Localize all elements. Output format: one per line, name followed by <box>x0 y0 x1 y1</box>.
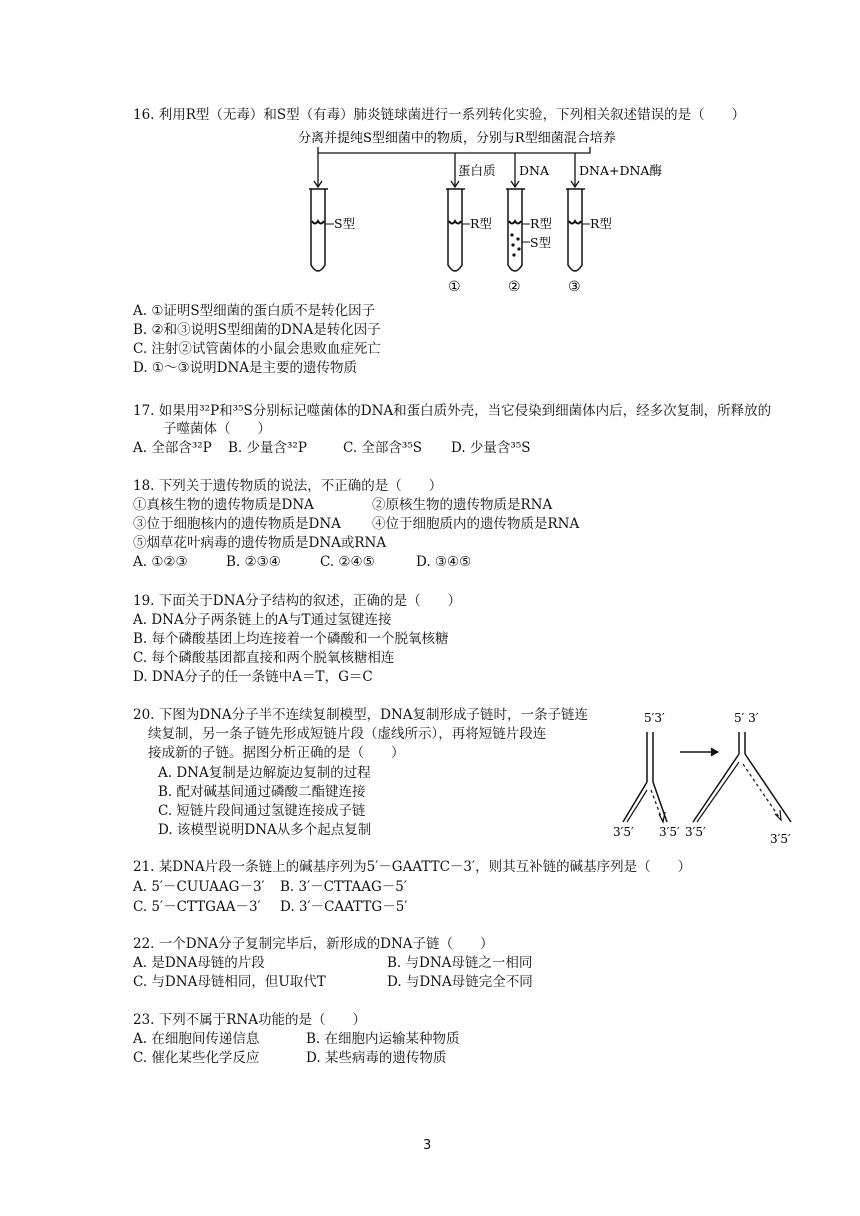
question-21-stem: 21. 某DNA片段一条链上的碱基序列为5′－GAATTC－3′，则其互补链的碱基序列是（ ） <box>133 859 692 875</box>
tube-2 <box>506 189 552 271</box>
tube-s-type <box>309 189 355 271</box>
tube-label-s: S型 <box>334 216 356 231</box>
q19-option-c: C. 每个磷酸基团都直接和两个脱氧核糖相连 <box>133 650 395 666</box>
q18-statement-3: ③位于细胞核内的遗传物质是DNA <box>133 516 341 532</box>
q16-option-a: A. ①证明S型细菌的蛋白质不是转化因子 <box>133 303 376 319</box>
tube-label-s-2: S型 <box>530 235 552 250</box>
q19-option-d: D. DNA分子的任一条链中A＝T，G＝C <box>133 669 373 685</box>
tube-label-r-1: R型 <box>470 216 492 231</box>
q19-option-b: B. 每个磷酸基团上均连接着一个磷酸和一个脱氧核糖 <box>133 631 449 647</box>
q19-option-a: A. DNA分子两条链上的A与T通过氢键连接 <box>133 612 392 628</box>
q23-option-a: A. 在细胞间传递信息 <box>133 1031 260 1047</box>
fig-left-bottom-1: 3′5′ <box>613 825 634 839</box>
q22-option-a: A. 是DNA母链的片段 <box>133 955 265 971</box>
q18-statement-1: ①真核生物的遗传物质是DNA <box>133 497 314 513</box>
branch-label-dna: DNA <box>519 163 549 178</box>
q18-statement-4: ④位于细胞质内的遗传物质是RNA <box>372 516 580 532</box>
fig-right-bottom-2: 3′5′ <box>770 832 791 846</box>
transformation-experiment-figure <box>290 125 662 295</box>
q18-option-b: B. ②③④ <box>226 554 281 570</box>
q21-option-d: D. 3′－CAATTG－5′ <box>280 899 408 915</box>
q16-option-d: D. ①～③说明DNA是主要的遗传物质 <box>133 360 358 376</box>
question-19-stem: 19. 下面关于DNA分子结构的叙述，正确的是（ ） <box>133 593 462 609</box>
q22-option-d: D. 与DNA母链完全不同 <box>387 974 533 990</box>
question-17-stem-line2: 子噬菌体（ ） <box>163 421 271 437</box>
question-22-stem: 22. 一个DNA分子复制完毕后，新形成的DNA子链（ ） <box>133 936 494 952</box>
question-20-stem-line1: 20. 下图为DNA分子半不连续复制模型，DNA复制形成子链时，一条子链连 <box>133 707 589 723</box>
tube-1 <box>446 189 492 271</box>
q18-option-c: C. ②④⑤ <box>320 554 375 570</box>
question-23-stem: 23. 下列不属于RNA功能的是（ ） <box>133 1012 366 1028</box>
question-17-stem-line1: 17. 如果用³²P和³⁵S分别标记噬菌体的DNA和蛋白质外壳，当它侵染到细菌体内后，经多次复制，所释放的 <box>133 403 772 419</box>
question-16-stem: 16. 利用R型（无毒）和S型（有毒）肺炎链球菌进行一系列转化实验，下列相关叙述错误的是（ ） <box>133 107 746 123</box>
q23-option-c: C. 催化某些化学反应 <box>133 1050 260 1066</box>
q18-option-d: D. ③④⑤ <box>416 554 472 570</box>
branch-label-dna-dnase: DNA+DNA酶 <box>579 163 662 178</box>
q16-option-c: C. 注射②试管菌体的小鼠会患败血症死亡 <box>133 341 381 357</box>
fig-right-top-label: 5′ 3′ <box>734 711 759 725</box>
tube-number-2: ② <box>508 279 521 295</box>
q17-option-a: A. 全部含³²P <box>133 440 212 456</box>
q21-option-c: C. 5′－CTTGAA－3′ <box>133 899 261 915</box>
page-number: 3 <box>423 1138 432 1153</box>
q23-option-d: D. 某些病毒的遗传物质 <box>306 1050 447 1066</box>
tube-label-r-2: R型 <box>530 216 552 231</box>
q17-option-b: B. 少量含³²P <box>228 440 307 456</box>
q20-option-a: A. DNA复制是边解旋边复制的过程 <box>158 765 371 781</box>
question-18-stem: 18. 下列关于遗传物质的说法，不正确的是（ ） <box>133 478 443 494</box>
q20-option-d: D. 该模型说明DNA从多个起点复制 <box>158 822 372 838</box>
q16-option-b: B. ②和③说明S型细菌的DNA是转化因子 <box>133 322 381 338</box>
q18-statement-2: ②原核生物的遗传物质是RNA <box>372 497 553 513</box>
q17-option-c: C. 全部含³⁵S <box>343 440 423 456</box>
dna-replication-figure <box>605 710 805 845</box>
q22-option-b: B. 与DNA母链之一相同 <box>387 955 533 971</box>
question-20-stem-line2: 续复制，另一条子链先形成短链片段（虚线所示），再将短链片段连 <box>148 726 547 742</box>
q21-option-a: A. 5′－CUUAAG－3′ <box>133 879 265 895</box>
branch-label-protein: 蛋白质 <box>458 163 496 178</box>
q18-option-a: A. ①②③ <box>133 554 188 570</box>
fig-left-bottom-2: 3′5′ <box>659 825 680 839</box>
tube-label-r-3: R型 <box>590 216 612 231</box>
q20-option-c: C. 短链片段间通过氢键连接成子链 <box>158 803 366 819</box>
q23-option-b: B. 在细胞内运输某种物质 <box>306 1031 460 1047</box>
q17-option-d: D. 少量含³⁵S <box>451 440 531 456</box>
fig-left-top-label: 5′3′ <box>644 711 665 725</box>
fig-right-bottom-1: 3′5′ <box>685 825 706 839</box>
tube-3 <box>566 189 612 271</box>
tube-number-1: ① <box>448 279 461 295</box>
question-20-stem-line3: 接成新的子链。据图分析正确的是（ ） <box>148 745 405 761</box>
tube-number-3: ③ <box>568 279 581 295</box>
q20-option-b: B. 配对碱基间通过磷酸二酯键连接 <box>158 784 366 800</box>
q22-option-c: C. 与DNA母链相同，但U取代T <box>133 974 326 990</box>
figure-top-label: 分离并提纯S型细菌中的物质，分别与R型细菌混合培养 <box>298 131 616 146</box>
q21-option-b: B. 3′－CTTAAG－5′ <box>280 879 407 895</box>
q18-statement-5: ⑤烟草花叶病毒的遗传物质是DNA或RNA <box>133 535 387 551</box>
